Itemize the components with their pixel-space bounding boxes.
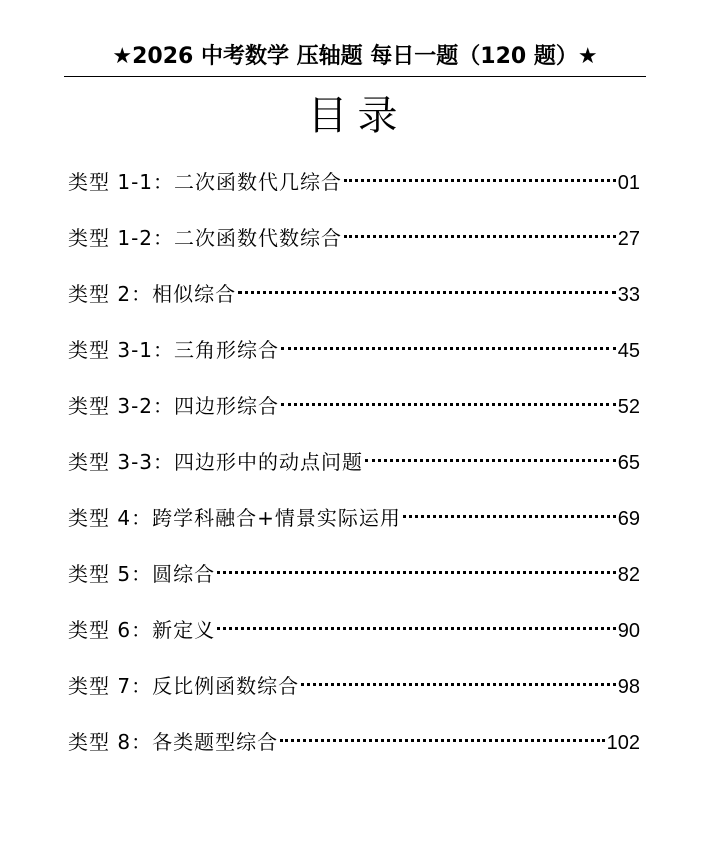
toc-entry-page: 52 bbox=[617, 396, 640, 418]
toc-entry[interactable] bbox=[68, 442, 640, 498]
toc-entry[interactable] bbox=[68, 162, 640, 218]
toc-dot-leader bbox=[344, 235, 616, 238]
toc-entry[interactable] bbox=[68, 498, 640, 554]
toc-entry[interactable] bbox=[68, 666, 640, 722]
toc-entry-label: 类型 3-3：四边形中的动点问题 bbox=[68, 450, 364, 474]
toc-entry[interactable] bbox=[68, 610, 640, 666]
toc-dot-leader bbox=[281, 347, 616, 350]
toc-entry-page: 45 bbox=[617, 340, 640, 362]
toc-entry[interactable] bbox=[68, 386, 640, 442]
header-divider bbox=[64, 76, 646, 77]
toc-entry-page: 102 bbox=[606, 732, 640, 754]
toc-dot-leader bbox=[301, 683, 616, 686]
table-of-contents bbox=[68, 162, 640, 778]
toc-entry-label: 类型 7：反比例函数综合 bbox=[68, 674, 300, 698]
toc-entry-label: 类型 3-1：三角形综合 bbox=[68, 338, 280, 362]
toc-dot-leader bbox=[365, 459, 616, 462]
toc-entry-label: 类型 8：各类题型综合 bbox=[68, 730, 279, 754]
toc-title: 目录 bbox=[307, 93, 408, 139]
toc-entry[interactable] bbox=[68, 218, 640, 274]
toc-entry-page: 27 bbox=[617, 228, 640, 250]
toc-entry[interactable] bbox=[68, 722, 640, 778]
toc-dot-leader bbox=[280, 739, 605, 742]
toc-entry-page: 65 bbox=[617, 452, 640, 474]
toc-entry-page: 98 bbox=[617, 676, 640, 698]
toc-entry[interactable] bbox=[68, 554, 640, 610]
toc-dot-leader bbox=[403, 515, 616, 518]
toc-entry[interactable] bbox=[68, 274, 640, 330]
toc-dot-leader bbox=[217, 571, 616, 574]
document-header-title: ★2026 中考数学 压轴题 每日一题（120 题）★ bbox=[112, 44, 598, 69]
toc-entry[interactable] bbox=[68, 330, 640, 386]
toc-dot-leader bbox=[217, 627, 616, 630]
toc-entry-label: 类型 5：圆综合 bbox=[68, 562, 216, 586]
toc-entry-page: 01 bbox=[617, 172, 640, 194]
toc-entry-page: 82 bbox=[617, 564, 640, 586]
toc-entry-label: 类型 4：跨学科融合+情景实际运用 bbox=[68, 506, 401, 530]
toc-entry-label: 类型 1-1：二次函数代几综合 bbox=[68, 170, 343, 194]
toc-entry-page: 33 bbox=[617, 284, 640, 306]
toc-dot-leader bbox=[281, 403, 616, 406]
toc-entry-page: 69 bbox=[617, 508, 640, 530]
toc-entry-label: 类型 3-2：四边形综合 bbox=[68, 394, 280, 418]
toc-dot-leader bbox=[238, 291, 616, 294]
toc-entry-label: 类型 1-2：二次函数代数综合 bbox=[68, 226, 343, 250]
toc-dot-leader bbox=[344, 179, 616, 182]
toc-entry-label: 类型 6：新定义 bbox=[68, 618, 216, 642]
toc-entry-page: 90 bbox=[617, 620, 640, 642]
toc-entry-label: 类型 2：相似综合 bbox=[68, 282, 237, 306]
